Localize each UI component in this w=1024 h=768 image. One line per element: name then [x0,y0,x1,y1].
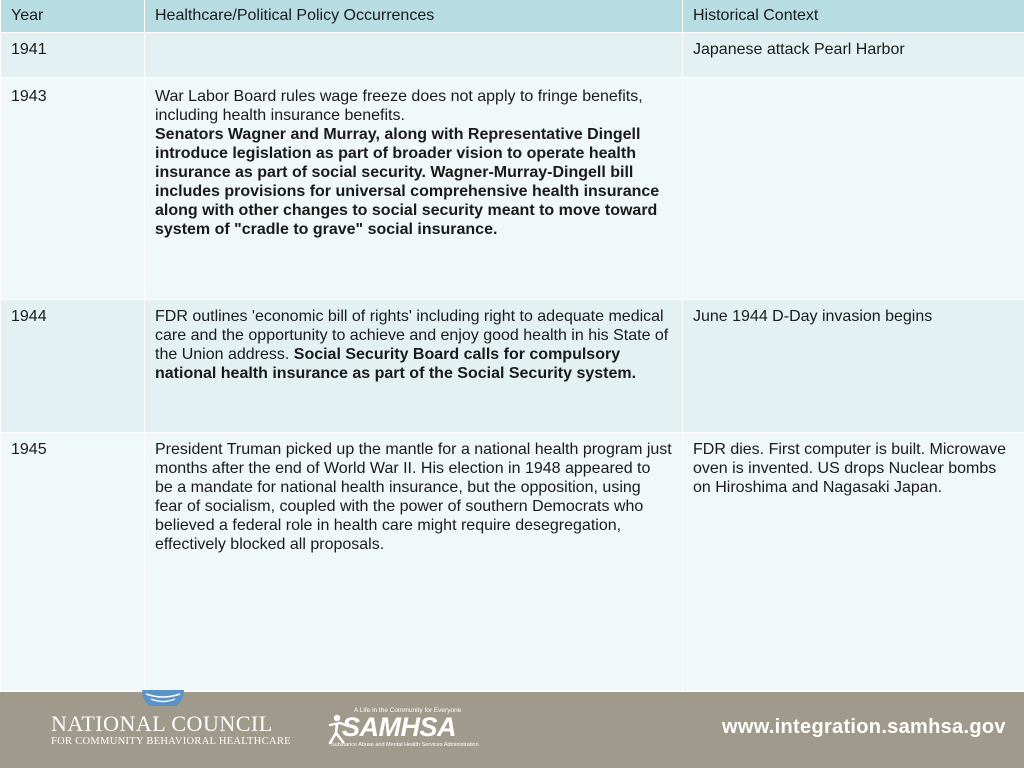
website-url: www.integration.samhsa.gov [722,716,1006,738]
table-row [1,299,1024,432]
context-cell: June 1944 D-Day invasion begins [683,299,1024,432]
year-cell: 1944 [1,299,145,432]
context-cell: Japanese attack Pearl Harbor [683,33,1024,78]
samhsa-name: SAMHSA [342,712,457,742]
year-cell: 1941 [1,33,145,78]
table-row [1,433,1024,692]
samhsa-subtitle: Substance Abuse and Mental Health Services Administration [331,742,479,748]
policy-cell: President Truman picked up the mantle for a national health program just months after the end of World War II. His election in 1948 appeared to be a mandate for national health insurance, but the opposition, using fear of socialism, coupled with the power of southern Democrats who believed a federal role in health care might require desegregation, effectively blocked all proposals. [145,433,683,692]
footer-bar [0,692,1024,768]
context-cell [683,78,1024,300]
national-council-name: NATIONAL COUNCIL [51,711,273,736]
national-council-emblem-icon [142,690,184,706]
year-cell: 1945 [1,433,145,692]
policy-cell [145,33,683,78]
year-cell: 1943 [1,78,145,300]
policy-text: War Labor Board rules wage freeze does not apply to fringe benefits, including health insurance benefits. [155,88,643,125]
header-row [1,0,1024,33]
header-policy: Healthcare/Political Policy Occurrences [145,0,683,33]
samhsa-tagline: A Life in the Community for Everyone [354,707,462,714]
header-year: Year [1,0,145,33]
policy-cell [145,78,683,300]
header-context: Historical Context [683,0,1024,33]
policy-cell [145,299,683,432]
national-council-subtitle: FOR COMMUNITY BEHAVIORAL HEALTHCARE [51,736,291,747]
context-cell: FDR dies. First computer is built. Microwave oven is invented. US drops Nuclear bombs on Hiroshima and Nagasaki Japan. [683,433,1024,692]
table-row [1,78,1024,300]
policy-text-bold: Social Security Board calls for compulsory national health insurance as part of the Social Security system. [155,345,637,382]
policy-text-bold: Senators Wagner and Murray, along with Representative Dingell introduce legislation as part of broader vision to operate health insurance as part of social security. Wagner-Murray-Dingell bill includes provisions for universal comprehensive health insurance along with other changes to social security meant to move toward system of "cradle to grave" social insurance. [155,126,660,239]
table-row [1,33,1024,78]
national-council-logo [51,712,291,748]
policy-text: FDR outlines 'economic bill of rights' including right to adequate medical care and the opportunity to achieve and enjoy good health in his State of the Union address. [155,307,669,363]
